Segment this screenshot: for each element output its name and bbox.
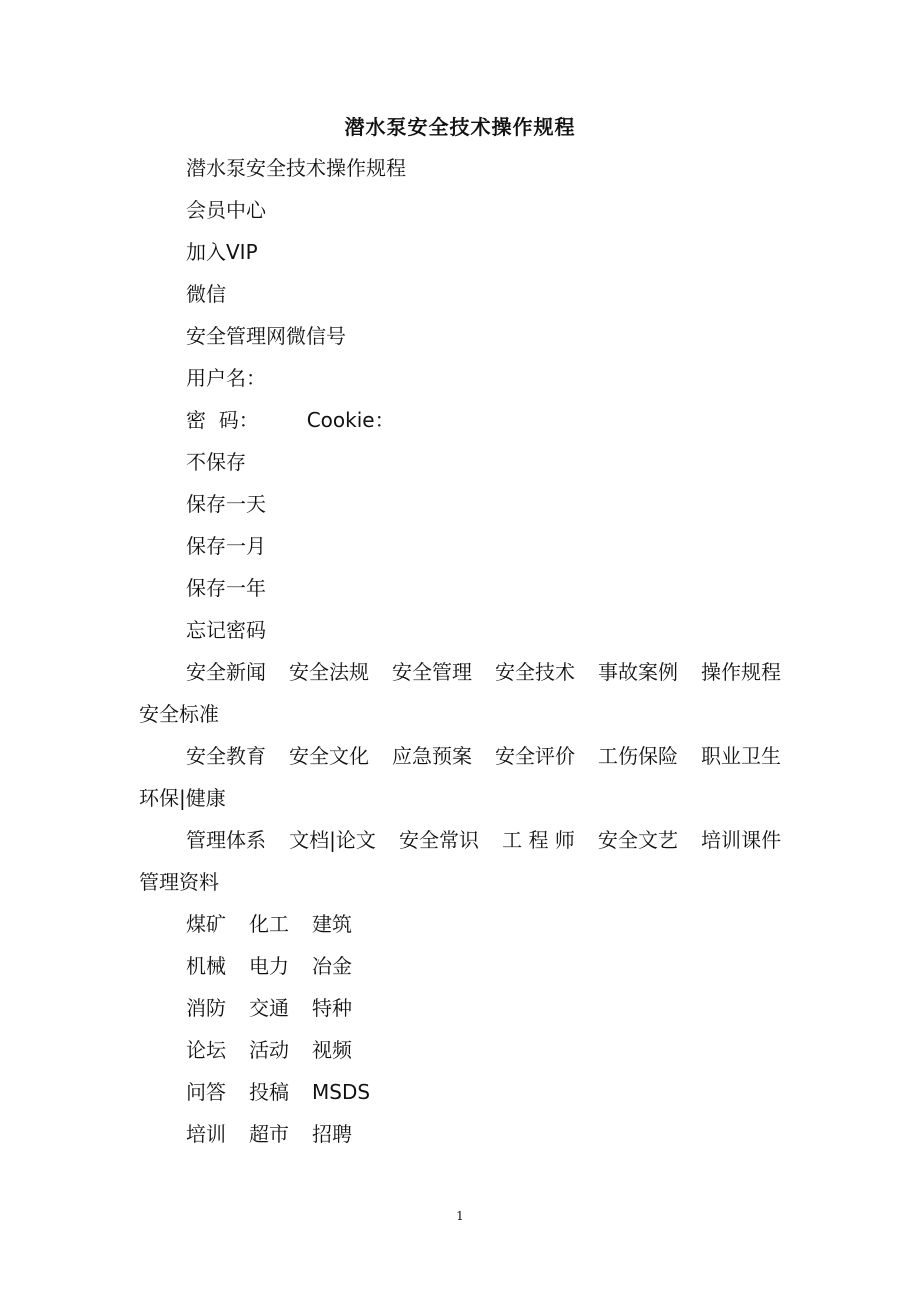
industry-item: 视频	[312, 1038, 352, 1062]
industry-item: MSDS	[312, 1080, 371, 1104]
industry-item: 化工	[249, 912, 289, 936]
paragraph-username-label: 用户名：	[186, 366, 266, 390]
industry-row-6	[139, 1113, 781, 1155]
nav-item: 安全文化	[289, 744, 369, 768]
nav-item: 培训课件	[701, 828, 782, 852]
paragraph-join-vip: 加入VIP	[186, 240, 258, 264]
industry-item: 特种	[312, 996, 352, 1020]
industry-row-2	[139, 945, 781, 987]
industry-item: 电力	[249, 954, 289, 978]
paragraph-subtitle: 潜水泵安全技术操作规程	[186, 156, 406, 180]
cookie-label: Cookie：	[306, 408, 395, 432]
document-title: 潜水泵安全技术操作规程	[344, 115, 576, 139]
nav-item: 管理资料	[139, 870, 219, 894]
nav-item: 安全新闻	[186, 660, 266, 684]
industry-item: 招聘	[312, 1122, 352, 1146]
nav-item: 工伤保险	[598, 744, 678, 768]
nav-group-3	[139, 819, 781, 903]
nav-item: 管理体系	[186, 828, 267, 852]
nav-item: 安全法规	[289, 660, 369, 684]
industry-item: 超市	[249, 1122, 289, 1146]
industry-item: 问答	[186, 1080, 226, 1104]
nav-item: 文档|论文	[289, 828, 376, 852]
paragraph-save-year: 保存一年	[186, 576, 266, 600]
paragraph-password-cookie	[139, 399, 781, 441]
industry-item: 论坛	[186, 1038, 226, 1062]
industry-item: 建筑	[312, 912, 352, 936]
nav-group-2	[139, 735, 781, 819]
industry-item: 培训	[186, 1122, 226, 1146]
nav-item: 应急预案	[392, 744, 472, 768]
nav-item: 安全标准	[139, 702, 219, 726]
paragraph-member-center: 会员中心	[186, 198, 266, 222]
page-number: 1	[456, 1209, 464, 1223]
industry-row-4	[139, 1029, 781, 1071]
industry-item: 活动	[249, 1038, 289, 1062]
industry-row-1	[139, 903, 781, 945]
nav-item: 安全文艺	[597, 828, 678, 852]
nav-item: 事故案例	[598, 660, 678, 684]
paragraph-wechat: 微信	[186, 282, 226, 306]
nav-item: 安全常识	[398, 828, 480, 852]
industry-item: 消防	[186, 996, 226, 1020]
industry-row-5	[139, 1071, 781, 1113]
industry-item: 煤矿	[186, 912, 226, 936]
paragraph-wechat-account: 安全管理网微信号	[186, 324, 346, 348]
industry-row-3	[139, 987, 781, 1029]
password-label: 密 码：	[186, 408, 259, 432]
nav-item: 工 程 师	[502, 828, 575, 852]
industry-item: 机械	[186, 954, 226, 978]
nav-item: 环保|健康	[139, 786, 226, 810]
paragraph-save-day: 保存一天	[186, 492, 266, 516]
paragraph-no-save: 不保存	[186, 450, 246, 474]
nav-item: 安全管理	[392, 660, 472, 684]
paragraph-save-month: 保存一月	[186, 534, 266, 558]
nav-item: 安全教育	[186, 744, 266, 768]
industry-item: 交通	[249, 996, 289, 1020]
paragraph-forgot-password: 忘记密码	[186, 618, 266, 642]
industry-item: 投稿	[249, 1080, 289, 1104]
nav-item: 操作规程	[701, 660, 781, 684]
nav-item: 职业卫生	[701, 744, 781, 768]
nav-item: 安全技术	[495, 660, 575, 684]
industry-item: 冶金	[312, 954, 352, 978]
nav-group-1	[139, 651, 781, 735]
nav-item: 安全评价	[495, 744, 575, 768]
document-body	[139, 147, 781, 1155]
